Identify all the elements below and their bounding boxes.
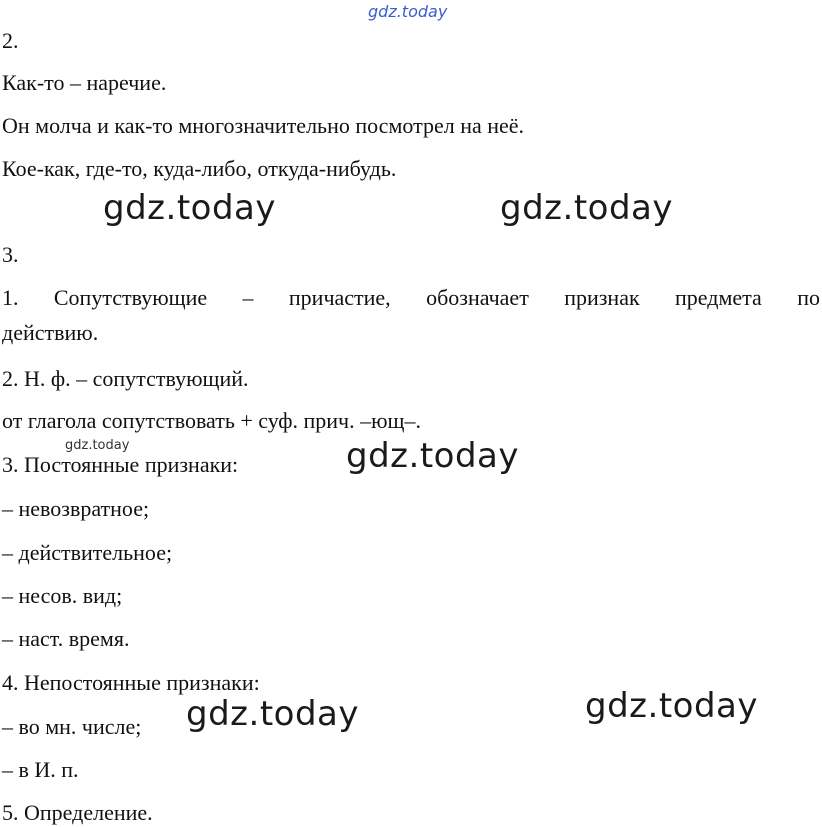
section-3-item-3-a: – невозвратное;	[2, 496, 150, 521]
section-2-line-1: Как-то – наречие.	[2, 70, 167, 95]
section-2-line-3: Кое-как, где-то, куда-либо, откуда-нибудь.	[2, 156, 397, 181]
section-3-item-4-a: – во мн. числе;	[2, 714, 142, 739]
section-3-item-3: 3. Постоянные признаки:	[2, 452, 239, 477]
section-3-item-4: 4. Непостоянные признаки:	[2, 670, 260, 695]
item-1-word: причастие,	[288, 285, 391, 310]
section-3-item-2-cont: от глагола сопутствовать + суф. прич. –ющ–.	[2, 408, 421, 433]
watermark-top: gdz.today	[368, 2, 448, 21]
section-3-item-4-b: – в И. п.	[2, 757, 79, 782]
watermark-mid-left: gdz.today	[103, 188, 276, 228]
item-1-word: 1.	[2, 285, 19, 310]
item-1-word: по	[797, 285, 820, 310]
item-1-word: признак	[564, 285, 640, 310]
section-3-item-3-b: – действительное;	[2, 540, 173, 565]
item-1-word: Сопутствующие	[53, 285, 208, 310]
item-1-word: обозначает	[426, 285, 529, 310]
section-3-item-1-cont: действию.	[2, 320, 99, 345]
item-1-word: –	[242, 285, 254, 310]
watermark-center: gdz.today	[346, 436, 519, 476]
section-2-number: 2.	[2, 28, 19, 53]
section-3-item-3-d: – наст. время.	[2, 626, 130, 651]
section-2-line-2: Он молча и как-то многозначительно посмотрел на неё.	[2, 113, 525, 138]
section-3-item-1	[2, 285, 820, 311]
item-1-word: предмета	[675, 285, 762, 310]
watermark-mid-right: gdz.today	[500, 188, 673, 228]
section-3-item-5: 5. Определение.	[2, 800, 153, 825]
watermark-bottom-right: gdz.today	[585, 686, 758, 726]
watermark-bottom-left: gdz.today	[186, 694, 359, 734]
section-3-number: 3.	[2, 242, 19, 267]
section-3-item-3-c: – несов. вид;	[2, 583, 123, 608]
watermark-small: gdz.today	[65, 438, 130, 453]
section-3-item-2: 2. Н. ф. – сопутствующий.	[2, 366, 249, 391]
